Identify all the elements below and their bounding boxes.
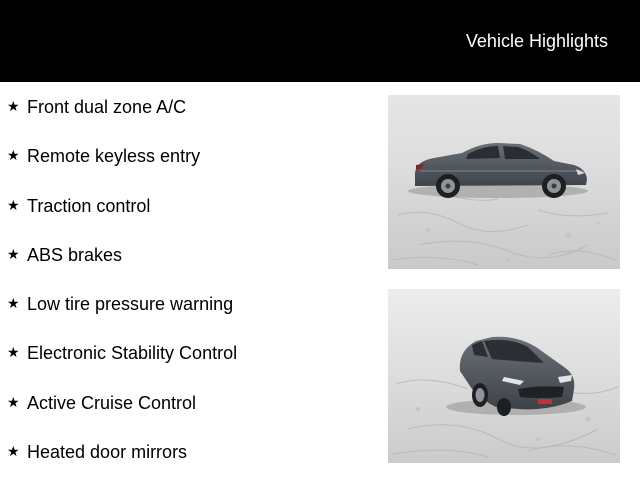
car-side-view-photo[interactable] [388, 95, 620, 269]
page-title: Vehicle Highlights [465, 31, 608, 51]
feature-label: Electronic Stability Control [27, 343, 238, 364]
feature-item [7, 341, 237, 390]
star-icon: ★ [7, 147, 20, 164]
feature-item [7, 440, 237, 480]
feature-item [7, 194, 237, 243]
feature-item [7, 243, 237, 292]
feature-label: Heated door mirrors [27, 442, 188, 463]
car-side-view-image [388, 95, 620, 269]
feature-item [7, 144, 237, 193]
feature-label: Front dual zone A/C [27, 97, 187, 117]
feature-label: Traction control [27, 195, 151, 216]
star-icon: ★ [7, 443, 20, 460]
header-bar [0, 0, 640, 82]
feature-label: Remote keyless entry [27, 146, 201, 167]
feature-item [7, 391, 237, 440]
star-icon: ★ [7, 98, 20, 114]
star-icon: ★ [7, 344, 20, 361]
feature-label: ABS brakes [27, 244, 123, 265]
feature-list [7, 95, 237, 480]
star-icon: ★ [7, 393, 20, 410]
star-icon: ★ [7, 245, 20, 262]
star-icon: ★ [7, 196, 20, 213]
star-icon: ★ [7, 295, 20, 312]
feature-label: Low tire pressure warning [27, 294, 234, 315]
feature-item [7, 95, 237, 144]
feature-label: Active Cruise Control [27, 392, 197, 413]
car-front-view-image [388, 289, 620, 463]
car-front-view-photo[interactable] [388, 289, 620, 463]
feature-item [7, 292, 237, 341]
